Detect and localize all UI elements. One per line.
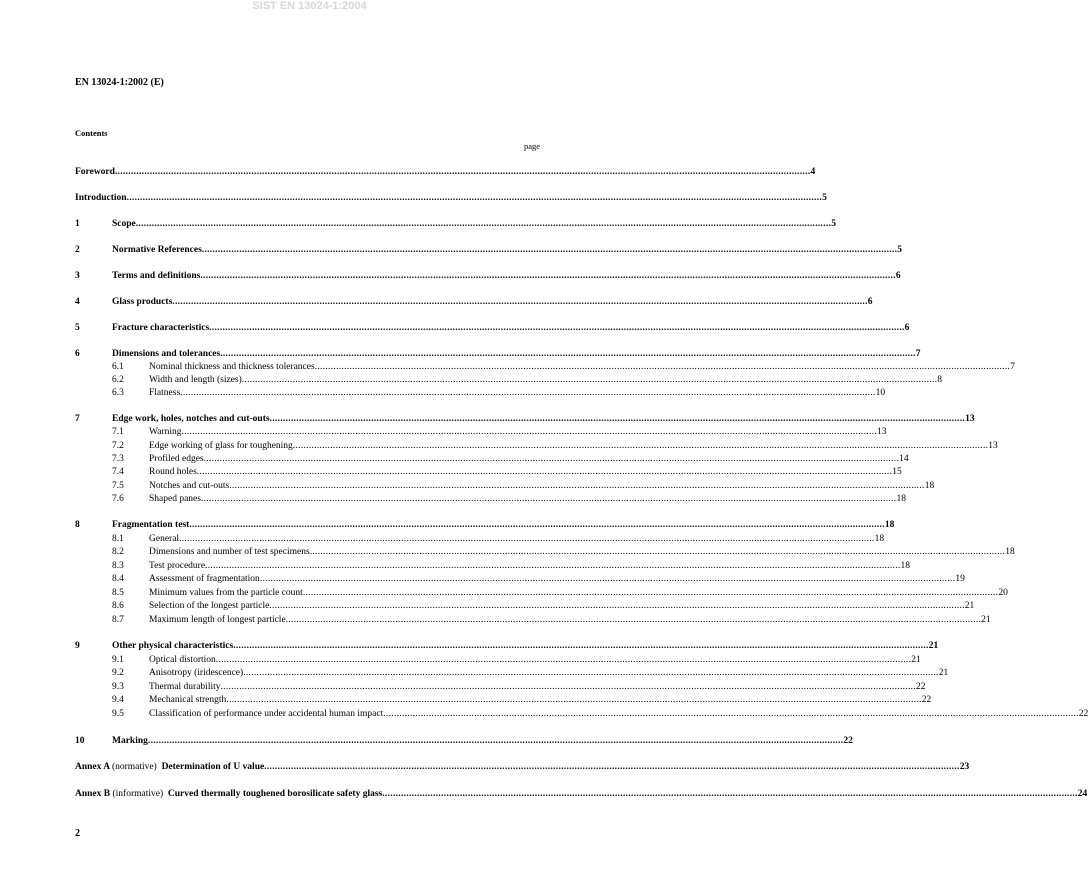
page-number: 2	[75, 828, 80, 839]
toc-entry[interactable]	[75, 761, 970, 773]
toc-entry[interactable]	[75, 519, 895, 531]
toc-entry-title: Fragmentation test	[112, 520, 190, 530]
toc-entry[interactable]	[75, 348, 921, 360]
toc-entry-number: 7	[75, 414, 80, 424]
toc-entry[interactable]	[75, 413, 975, 425]
toc-entry-title: Shaped panes	[149, 494, 201, 504]
toc-entry-title	[75, 788, 382, 800]
toc-entry-page: 5	[822, 193, 827, 203]
toc-entry-title: Terms and definitions	[112, 271, 201, 281]
dot-leader: ....................................................................................................................................................................................................................................................................	[200, 494, 897, 504]
dot-leader: ....................................................................................................................................................................................................................................................................	[314, 362, 1011, 372]
toc-entry-title: Edge work, holes, notches and cut-outs	[112, 414, 270, 424]
toc-entry-title: Notches and cut-outs	[149, 481, 230, 491]
toc-entry-number: 6.3	[112, 388, 124, 398]
toc-entry-number: 2	[75, 245, 80, 255]
toc-entry-number: 7.2	[112, 441, 124, 451]
toc-entry-title: Introduction	[75, 193, 127, 203]
toc-entry-number: 7.1	[112, 427, 124, 437]
annex-label: Annex A	[75, 762, 110, 772]
toc-entry-title: Marking	[112, 736, 148, 746]
toc-entry-page: 10	[875, 388, 886, 398]
annex-label: Annex B	[75, 789, 111, 799]
toc-entry-title: Dimensions and number of test specimens	[149, 547, 310, 557]
toc-entry[interactable]	[75, 533, 885, 545]
dot-leader: ....................................................................................................................................................................................................................................................................	[383, 709, 1079, 719]
toc-entry-title: Mechanical strength	[149, 695, 227, 705]
toc-entry-title: Classification of performance under accidental human impact	[149, 709, 384, 719]
toc-entry-page: 18	[900, 561, 911, 571]
toc-entry-page: 22	[1078, 709, 1088, 719]
toc-entry-page: 13	[988, 441, 998, 451]
toc-entry-page: 21	[981, 615, 991, 625]
toc-entry-page: 7	[1010, 362, 1015, 372]
toc-entry[interactable]	[75, 694, 932, 706]
toc-entry-title: General	[149, 534, 180, 544]
toc-entry-title: Foreword	[75, 167, 115, 177]
dot-leader: ....................................................................................................................................................................................................................................................................	[215, 655, 912, 665]
toc-entry-page: 5	[897, 245, 903, 255]
toc-entry-title: Nominal thickness and thickness tolerances	[149, 362, 315, 372]
toc-entry-title: Thermal durability	[149, 682, 221, 692]
toc-entry-title: Other physical characteristics	[112, 641, 234, 651]
toc-entry-number: 9.2	[112, 668, 124, 678]
toc-entry-number: 8	[75, 520, 80, 530]
toc-entry-title: Assessment of fragmentation	[149, 574, 260, 584]
toc-entry-number: 8.3	[112, 561, 124, 571]
dot-leader: ....................................................................................................................................................................................................................................................................	[200, 271, 896, 281]
toc-entry-number: 6.2	[112, 375, 124, 385]
toc-entry-number: 9.1	[112, 655, 124, 665]
annex-title: Curved thermally toughened borosilicate safety glass	[167, 789, 383, 799]
toc-entry-number: 7.5	[112, 481, 124, 491]
toc-entry-page: 13	[965, 414, 975, 424]
watermark: SIST EN 13024-1:2004	[252, 0, 367, 12]
dot-leader: ....................................................................................................................................................................................................................................................................	[309, 547, 1006, 557]
dot-leader: ....................................................................................................................................................................................................................................................................	[209, 323, 905, 333]
toc-entry-title: Normative References	[112, 245, 202, 255]
toc-entry-title: Optical distortion	[149, 655, 216, 665]
toc-entry[interactable]	[75, 466, 902, 478]
toc-entry-page: 21	[928, 641, 939, 651]
toc-entry-page: 22	[843, 736, 853, 746]
toc-entry-title: Warning	[149, 427, 182, 437]
toc-entry-number: 4	[75, 297, 80, 307]
dot-leader: ....................................................................................................................................................................................................................................................................	[259, 574, 956, 584]
toc-entry[interactable]	[75, 600, 975, 612]
toc-entry[interactable]	[75, 480, 935, 492]
toc-entry-page: 22	[921, 695, 932, 705]
annex-title: Determination of U value	[161, 762, 265, 772]
toc-entry[interactable]	[75, 560, 911, 572]
toc-entry[interactable]	[75, 374, 942, 386]
toc-entry-page: 5	[831, 219, 836, 229]
toc-entry-title: Anisotropy (iridescence)	[149, 668, 244, 678]
toc-entry-number: 6.1	[112, 362, 124, 372]
toc-entry-page: 18	[896, 494, 906, 504]
toc-entry-number: 7.6	[112, 494, 124, 504]
toc-entry-title: Profiled edges	[149, 454, 204, 464]
toc-entry-page: 14	[899, 454, 909, 464]
toc-entry-number: 9	[75, 641, 80, 651]
toc-entry-title: Test procedure	[149, 561, 206, 571]
toc-entry-page: 19	[955, 574, 965, 584]
dot-leader: ....................................................................................................................................................................................................................................................................	[269, 601, 965, 611]
toc-entry-number: 9.4	[112, 695, 124, 705]
toc-entry-number: 9.5	[112, 709, 124, 719]
dot-leader: ....................................................................................................................................................................................................................................................................	[382, 789, 1078, 799]
toc-entry[interactable]	[75, 681, 926, 693]
toc-entry[interactable]	[75, 573, 965, 585]
dot-leader: ....................................................................................................................................................................................................................................................................	[226, 695, 922, 705]
toc-entry-page: 6	[867, 297, 873, 307]
toc-entry-number: 7.4	[112, 467, 124, 477]
toc-entry-title: Dimensions and tolerances	[112, 349, 221, 359]
toc-entry-number: 5	[75, 323, 80, 333]
dot-leader: ....................................................................................................................................................................................................................................................................	[220, 682, 916, 692]
dot-leader: ....................................................................................................................................................................................................................................................................	[114, 167, 811, 177]
toc-entry[interactable]	[75, 708, 1088, 720]
dot-leader: ....................................................................................................................................................................................................................................................................	[126, 193, 823, 203]
dot-leader: ....................................................................................................................................................................................................................................................................	[201, 245, 898, 255]
dot-leader: ....................................................................................................................................................................................................................................................................	[264, 762, 960, 772]
toc-entry[interactable]	[75, 614, 991, 626]
toc-entry[interactable]	[75, 453, 909, 465]
dot-leader: ....................................................................................................................................................................................................................................................................	[292, 441, 989, 451]
toc-entry-page: 15	[892, 467, 902, 477]
toc-entry[interactable]	[75, 166, 816, 178]
dot-leader: ....................................................................................................................................................................................................................................................................	[233, 641, 929, 651]
annex-qualifier: (informative)	[112, 789, 164, 799]
toc-entry-page: 21	[938, 668, 949, 678]
document-id: EN 13024-1:2002 (E)	[75, 77, 164, 88]
toc-entry[interactable]	[75, 296, 873, 308]
dot-leader: ....................................................................................................................................................................................................................................................................	[241, 375, 938, 385]
toc-entry[interactable]	[75, 218, 836, 230]
toc-entry-page: 18	[1005, 547, 1015, 557]
dot-leader: ....................................................................................................................................................................................................................................................................	[285, 615, 982, 625]
dot-leader: ....................................................................................................................................................................................................................................................................	[229, 481, 925, 491]
toc-entry[interactable]	[75, 735, 853, 747]
toc-entry[interactable]	[75, 788, 1088, 800]
toc-entry-number: 8.2	[112, 547, 124, 557]
toc-entry-page: 24	[1077, 789, 1088, 799]
toc-entry-number: 8.6	[112, 601, 124, 611]
toc-entry-page: 18	[884, 520, 895, 530]
dot-leader: ....................................................................................................................................................................................................................................................................	[172, 297, 868, 307]
toc-entry-title: Scope	[112, 219, 136, 229]
dot-leader: ....................................................................................................................................................................................................................................................................	[302, 588, 999, 598]
dot-leader: ....................................................................................................................................................................................................................................................................	[203, 454, 900, 464]
toc-entry-number: 6	[75, 349, 80, 359]
dot-leader: ....................................................................................................................................................................................................................................................................	[196, 467, 893, 477]
toc-entry[interactable]	[75, 426, 887, 438]
toc-entry-title: Minimum values from the particle count	[149, 588, 303, 598]
page-column-label: page	[524, 141, 541, 151]
toc-entry-page: 6	[904, 323, 910, 333]
toc-entry-number: 8.7	[112, 615, 124, 625]
toc-entry[interactable]	[75, 546, 1015, 558]
toc-entry-page: 18	[924, 481, 935, 491]
toc-entry[interactable]	[75, 244, 903, 256]
toc-entry-number: 10	[75, 736, 85, 746]
dot-leader: ....................................................................................................................................................................................................................................................................	[220, 349, 916, 359]
toc-entry[interactable]	[75, 587, 1008, 599]
toc-entry-page: 18	[874, 534, 885, 544]
toc-entry-title: Glass products	[112, 297, 173, 307]
toc-entry-number: 8.4	[112, 574, 124, 584]
toc-entry-number: 3	[75, 271, 80, 281]
toc-entry-page: 7	[915, 349, 921, 359]
toc-entry-page: 6	[895, 271, 901, 281]
toc-entry-page: 8	[937, 375, 942, 385]
dot-leader: ....................................................................................................................................................................................................................................................................	[147, 736, 844, 746]
toc-entry-page: 4	[810, 167, 816, 177]
toc-entry-number: 1	[75, 219, 80, 229]
annex-qualifier: (normative)	[111, 762, 157, 772]
toc-entry-page: 21	[911, 655, 921, 665]
dot-leader: ....................................................................................................................................................................................................................................................................	[243, 668, 939, 678]
toc-entry-title: Flatness	[149, 388, 181, 398]
toc-entry-number: 9.3	[112, 682, 124, 692]
toc-entry[interactable]	[75, 270, 901, 282]
toc-entry-page: 20	[998, 588, 1008, 598]
toc-entry[interactable]	[75, 654, 921, 666]
toc-entry[interactable]	[75, 640, 939, 652]
toc-entry-page: 21	[964, 601, 975, 611]
dot-leader: ....................................................................................................................................................................................................................................................................	[181, 427, 877, 437]
toc-entry[interactable]	[75, 493, 906, 505]
toc-entry-page: 13	[876, 427, 887, 437]
dot-leader: ....................................................................................................................................................................................................................................................................	[135, 219, 832, 229]
toc-entry-number: 8.1	[112, 534, 124, 544]
toc-entry-title: Maximum length of longest particle	[149, 615, 286, 625]
toc-entry-title: Selection of the longest particle	[149, 601, 270, 611]
dot-leader: ....................................................................................................................................................................................................................................................................	[205, 561, 901, 571]
toc-entry[interactable]	[75, 322, 910, 334]
toc-entry-title: Width and length (sizes)	[149, 375, 242, 385]
toc-entry[interactable]	[75, 667, 949, 679]
dot-leader: ....................................................................................................................................................................................................................................................................	[180, 388, 876, 398]
toc-entry-number: 7.3	[112, 454, 124, 464]
dot-leader: ....................................................................................................................................................................................................................................................................	[269, 414, 966, 424]
toc-entry[interactable]	[75, 387, 886, 399]
toc-entry-title: Edge working of glass for toughening	[149, 441, 293, 451]
toc-entry-title	[75, 761, 264, 773]
dot-leader: ....................................................................................................................................................................................................................................................................	[179, 534, 875, 544]
toc-entry[interactable]	[75, 192, 827, 204]
toc-entry-title: Round holes	[149, 467, 197, 477]
toc-entry-title: Fracture characteristics	[112, 323, 210, 333]
contents-heading: Contents	[75, 128, 108, 138]
dot-leader: ....................................................................................................................................................................................................................................................................	[189, 520, 885, 530]
toc-entry[interactable]	[75, 440, 998, 452]
toc-entry-page: 22	[916, 682, 926, 692]
toc-entry-number: 8.5	[112, 588, 124, 598]
toc-entry-page: 23	[959, 762, 970, 772]
toc-entry[interactable]	[75, 361, 1015, 373]
